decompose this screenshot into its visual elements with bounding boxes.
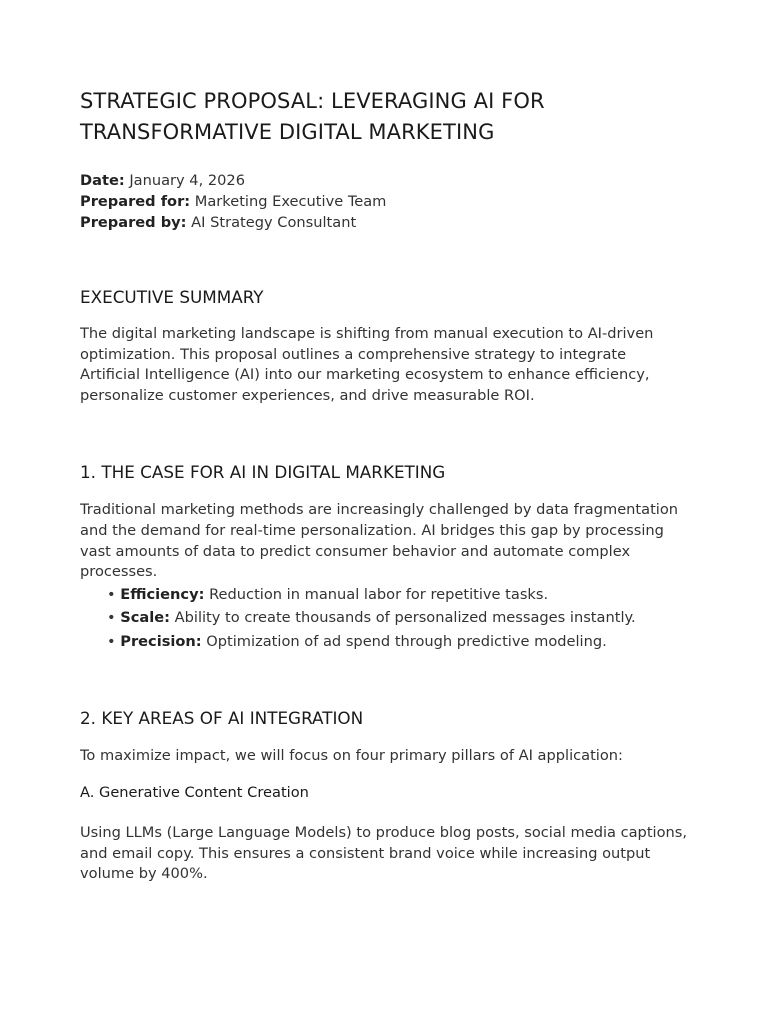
subsection-body-generative-content: Using LLMs (Large Language Models) to produce blog posts, social media captions, and email copy. This ensures a consistent brand voice while increasing output volume by 400%. [80, 824, 688, 883]
bullet-marker: • [107, 585, 116, 603]
subsection-heading-generative-content: A. Generative Content Creation [80, 784, 309, 802]
meta-prepared-by-label: Prepared by: [80, 214, 187, 231]
case-for-ai-body: Traditional marketing methods are increasingly challenged by data fragmentation and the demand for real-time personalization. AI bridges this gap by processing vast amounts of data to predict consumer behavior and automate complex processes. [80, 501, 679, 581]
key-areas-heading: 2. KEY AREAS OF AI INTEGRATION [80, 707, 364, 728]
benefits-list [80, 583, 688, 654]
meta-prepared-for-value: Marketing Executive Team [194, 193, 387, 210]
meta-prepared-by [80, 212, 688, 233]
benefit-item-precision [107, 630, 688, 654]
executive-summary-body: The digital marketing landscape is shifting from manual execution to AI-driven optimization. This proposal outlines a comprehensive strategy to integrate Artificial Intelligence (AI) into our marketing ecosystem to enhance efficiency, personalize customer experiences, and drive measurable ROI. [80, 325, 654, 404]
meta-date-value: January 4, 2026 [129, 172, 245, 189]
meta-prepared-for-label: Prepared for: [80, 193, 191, 210]
meta-date-label: Date: [80, 172, 125, 189]
benefit-text: Optimization of ad spend through predictive modeling. [206, 632, 607, 650]
benefit-item-efficiency [107, 583, 688, 607]
executive-summary-heading: EXECUTIVE SUMMARY [80, 287, 264, 307]
benefit-text: Reduction in manual labor for repetitive tasks. [209, 585, 549, 603]
case-for-ai-heading: 1. THE CASE FOR AI IN DIGITAL MARKETING [80, 462, 446, 483]
document-meta [80, 170, 688, 233]
benefit-label: Precision: [120, 632, 202, 650]
meta-prepared-by-value: AI Strategy Consultant [191, 214, 357, 231]
benefit-label: Scale: [120, 609, 170, 627]
document-title: STRATEGIC PROPOSAL: LEVERAGING AI FOR TRANSFORMATIVE DIGITAL MARKETING [80, 89, 545, 144]
benefit-text: Ability to create thousands of personalized messages instantly. [174, 609, 636, 627]
meta-date [80, 170, 688, 191]
benefit-label: Efficiency: [120, 585, 205, 603]
meta-prepared-for [80, 191, 688, 212]
key-areas-intro: To maximize impact, we will focus on four primary pillars of AI application: [80, 746, 623, 764]
bullet-marker: • [107, 632, 116, 650]
bullet-marker: • [107, 609, 116, 627]
benefit-item-scale [107, 606, 688, 630]
